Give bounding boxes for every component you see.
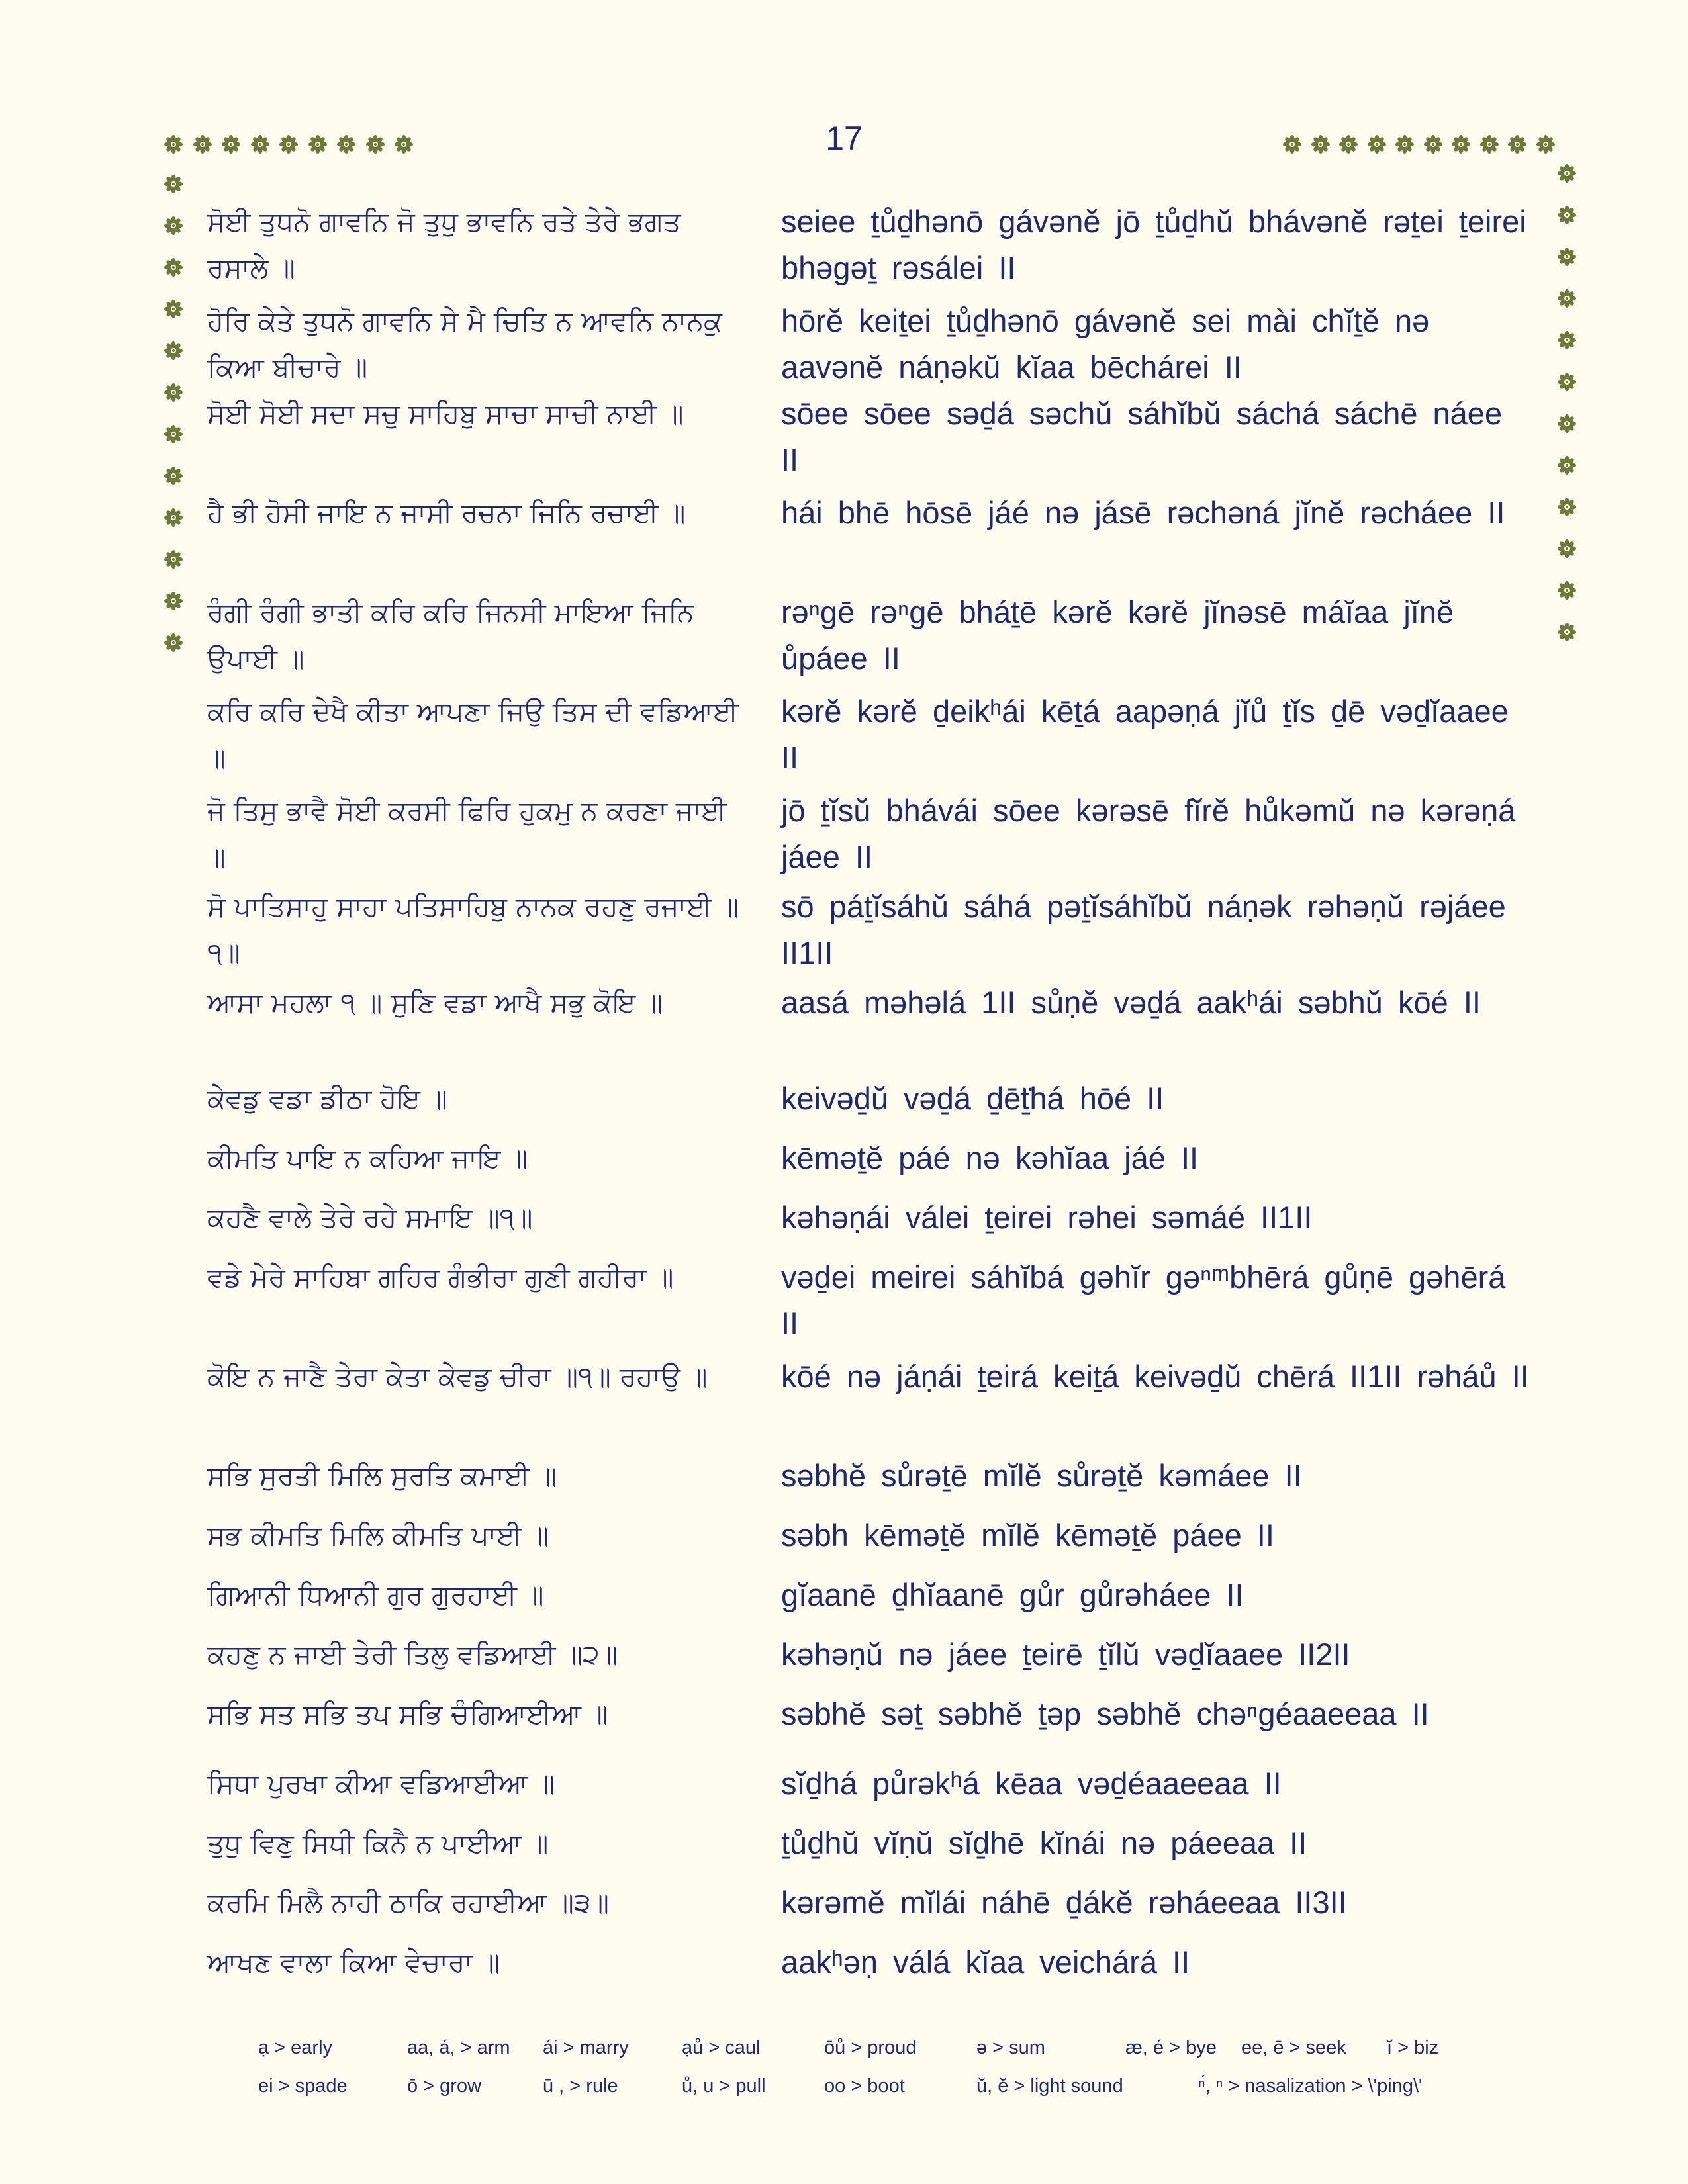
legend-entry: ōů > proud: [824, 2037, 917, 2058]
gurmukhi-line: ਸੋਈ ਤੁਧਨੋ ਗਾਵਨਿ ਜੋ ਤੁਧੁ ਭਾਵਨਿ ਰਤੇ ਤੇਰੇ ਭਗਤ ਰਸਾਲੇ ॥: [207, 206, 681, 284]
gurmukhi-line: ਸੋ ਪਾਤਿਸਾਹੁ ਸਾਹਾ ਪਤਿਸਾਹਿਬੁ ਨਾਨਕ ਰਹਣੁ ਰਜਾਈ ॥੧॥: [207, 891, 739, 969]
gurmukhi-line: ਵਡੇ ਮੇਰੇ ਸਾਹਿਬਾ ਗਹਿਰ ਗੰਭੀਰਾ ਗੁਣੀ ਗਹੀਰਾ ॥: [207, 1261, 674, 1293]
gurmukhi-line: ਸੋਈ ਸੋਈ ਸਦਾ ਸਚੁ ਸਾਹਿਬੁ ਸਾਚਾ ਸਾਚੀ ਨਾਈ ॥: [207, 398, 684, 430]
transliteration-line: səbh kēməṯĕ mĭlĕ kēməṯĕ páee II: [781, 1518, 1274, 1553]
transliteration-line: sĭḏhá půrəkʰá kēaa vəḏéaaeeaa II: [781, 1766, 1282, 1801]
gurmukhi-line: ਹੈ ਭੀ ਹੋਸੀ ਜਾਇ ਨ ਜਾਸੀ ਰਚਨਾ ਜਿਨਿ ਰਚਾਈ ॥: [207, 497, 686, 529]
gurmukhi-line: ਕੇਵਡੁ ਵਡਾ ਡੀਠਾ ਹੋਇ ॥: [207, 1083, 447, 1115]
gurmukhi-line: ਆਖਣ ਵਾਲਾ ਕਿਆ ਵੇਚਾਰਾ ॥: [207, 1946, 500, 1978]
gurmukhi-line: ਕਰਿ ਕਰਿ ਦੇਖੈ ਕੀਤਾ ਆਪਣਾ ਜਿਉ ਤਿਸ ਦੀ ਵਡਿਆਈ ॥: [207, 696, 739, 774]
transliteration-line: səbhĕ sůrəṯē mĭlĕ sůrəṯĕ kəmáee II: [781, 1458, 1302, 1493]
gurmukhi-line: ਕਹਣੁ ਨ ਜਾਈ ਤੇਰੀ ਤਿਲੁ ਵਡਿਆਈ ॥੨॥: [207, 1639, 618, 1670]
legend-entry: ĭ > biz: [1387, 2037, 1439, 2058]
legend-entry: ái > marry: [543, 2037, 629, 2058]
gurmukhi-line: ਸਭਿ ਸਤ ਸਭਿ ਤਪ ਸਭਿ ਚੰਗਿਆਈਆ ॥: [207, 1698, 608, 1730]
transliteration-line: aakʰəṇ válá kĭaa veichárá II: [781, 1944, 1190, 1979]
transliteration-line: kərəmĕ mĭlái náhē ḏákĕ rəháeeaa II3II: [781, 1885, 1347, 1920]
gurmukhi-line: ਰੰਗੀ ਰੰਗੀ ਭਾਤੀ ਕਰਿ ਕਰਿ ਜਿਨਸੀ ਮਾਇਆ ਜਿਨਿ ਉਪਾਈ ॥: [207, 596, 694, 674]
legend-entry: ạů > caul: [682, 2037, 761, 2058]
transliteration-line: sō páṯĭsáhŭ sáhá pəṯĭsáhĭbŭ náṇək rəhəṇŭ rəjáee II1II: [781, 889, 1506, 970]
transliteration-line: ṯůḏhŭ vĭṇŭ sĭḏhē kĭnái nə páeeaa II: [781, 1825, 1307, 1860]
transliteration-line: kōé nə jáṇái ṯeirá keiṯá keivəḏŭ chērá II1II rəháů II: [781, 1359, 1529, 1394]
transliteration-line: sōee sōee səḏá səchŭ sáhĭbŭ sáchá sáchē náee II: [781, 396, 1503, 477]
gurmukhi-line: ਕੀਮਤਿ ਪਾਇ ਨ ਕਹਿਆ ਜਾਇ ॥: [207, 1142, 528, 1174]
legend-entry: oo > boot: [824, 2075, 905, 2097]
gurmukhi-line: ਕਹਣੈ ਵਾਲੇ ਤੇਰੇ ਰਹੇ ਸਮਾਇ ॥੧॥: [207, 1202, 533, 1234]
legend-entry: ə > sum: [976, 2037, 1045, 2058]
transliteration-line: səbhĕ səṯ səbhĕ ṯəp səbhĕ chəⁿgéaaeeaa II: [781, 1696, 1429, 1731]
gurmukhi-line: ਤੁਧੁ ਵਿਣੁ ਸਿਧੀ ਕਿਨੈ ਨ ਪਾਈਆ ॥: [207, 1827, 549, 1859]
transliteration-line: hōrĕ keiṯei ṯůḏhənō gávənĕ sei mài chĭṯĕ nə aavənĕ náṇəkŭ kĭaa bēchárei II: [781, 303, 1430, 385]
legend-entry: æ, é > bye: [1125, 2037, 1217, 2058]
gurmukhi-line: ਹੋਰਿ ਕੇਤੇ ਤੁਧਨੋ ਗਾਵਨਿ ਸੇ ਮੈ ਚਿਤਿ ਨ ਆਵਨਿ ਨਾਨਕੁ ਕਿਆ ਬੀਚਾਰੇ ॥: [207, 305, 722, 383]
gurmukhi-line: ਗਿਆਨੀ ਧਿਆਨੀ ਗੁਰ ਗੁਰਹਾਈ ॥: [207, 1579, 544, 1611]
gurmukhi-line: ਆਸਾ ਮਹਲਾ ੧ ॥ ਸੁਣਿ ਵਡਾ ਆਖੈ ਸਭੁ ਕੋਇ ॥: [207, 987, 663, 1019]
gurmukhi-line: ਕੋਇ ਨ ਜਾਣੈ ਤੇਰਾ ਕੇਤਾ ਕੇਵਡੁ ਚੀਰਾ ॥੧॥ ਰਹਾਉ ॥: [207, 1361, 708, 1392]
gurmukhi-line: ਸਿਧਾ ਪੁਰਖਾ ਕੀਆ ਵਡਿਆਈਆ ॥: [207, 1768, 555, 1799]
legend-entry: ⁿ́, ⁿ > nasalization > \'ping\': [1198, 2075, 1423, 2097]
gurmukhi-line: ਕਰਮਿ ਮਿਲੈ ਨਾਹੀ ਠਾਕਿ ਰਹਾਈਆ ॥੩॥: [207, 1887, 610, 1919]
transliteration-line: gĭaanē ḏhĭaanē gůr gůrəháee II: [781, 1577, 1244, 1612]
gurmukhi-line: ਸਭਿ ਸੁਰਤੀ ਮਿਲਿ ਸੁਰਤਿ ਕਮਾਈ ॥: [207, 1460, 557, 1492]
transliteration-line: kēməṯĕ páé nə kəhĭaa jáé II: [781, 1140, 1199, 1175]
transliteration-line: seiee ṯůḏhənō gávənĕ jō ṯůḏhŭ bhávənĕ rəṯei ṯeirei bhəgəṯ rəsálei II: [781, 204, 1526, 285]
legend-entry: ů, u > pull: [682, 2075, 766, 2097]
legend-entry: ei > spade: [258, 2075, 348, 2097]
transliteration-line: rəⁿgē rəⁿgē bháṯē kərĕ kərĕ jĭnəsē máĭaa jĭnĕ ůpáee II: [781, 594, 1454, 676]
legend-entry: ŭ, ĕ > light sound: [976, 2075, 1123, 2097]
transliteration-line: kəhəṇŭ nə jáee ṯeirē ṯĭlŭ vəḏĭaaee II2II: [781, 1637, 1350, 1672]
transliteration-line: kəhəṇái válei ṯeirei rəhei səmáé II1II: [781, 1200, 1313, 1235]
transliteration-line: hái bhē hōsē jáé nə jásē rəchəná jĭnĕ rəcháee II: [781, 495, 1505, 530]
legend-entry: aa, á, > arm: [407, 2037, 510, 2058]
transliteration-line: vəḏei meirei sáhĭbá gəhĭr gəⁿᵐbhērá gůṇē gəhērá II: [781, 1259, 1506, 1341]
transliteration-line: jō ṯĭsŭ bhávái sōee kərəsē fĭrĕ hůkəmŭ nə kərəṇá jáee II: [781, 793, 1516, 874]
legend-entry: ee, ē > seek: [1241, 2037, 1346, 2058]
legend-entry: ō > grow: [407, 2075, 482, 2097]
gurmukhi-line: ਸਭ ਕੀਮਤਿ ਮਿਲਿ ਕੀਮਤਿ ਪਾਈ ॥: [207, 1520, 549, 1551]
transliteration-line: aasá məhəlá 1II sůṇĕ vəḏá aakʰái səbhŭ kōé II: [781, 985, 1481, 1020]
transliteration-line: keivəḏŭ vəḏá ḏēṯ̈há hōé II: [781, 1081, 1164, 1116]
gurmukhi-line: ਜੋ ਤਿਸੁ ਭਾਵੈ ਸੋਈ ਕਰਸੀ ਫਿਰਿ ਹੁਕਮੁ ਨ ਕਰਣਾ ਜਾਈ ॥: [207, 795, 727, 873]
legend-entry: ạ > early: [258, 2037, 333, 2058]
legend-entry: ū , > rule: [543, 2075, 618, 2097]
page-number: 17: [825, 120, 863, 157]
transliteration-line: kərĕ kərĕ ḏeikʰái kēṯá aapəṇá jĭů ṯĭs ḏē vəḏĭaaee II: [781, 694, 1509, 775]
